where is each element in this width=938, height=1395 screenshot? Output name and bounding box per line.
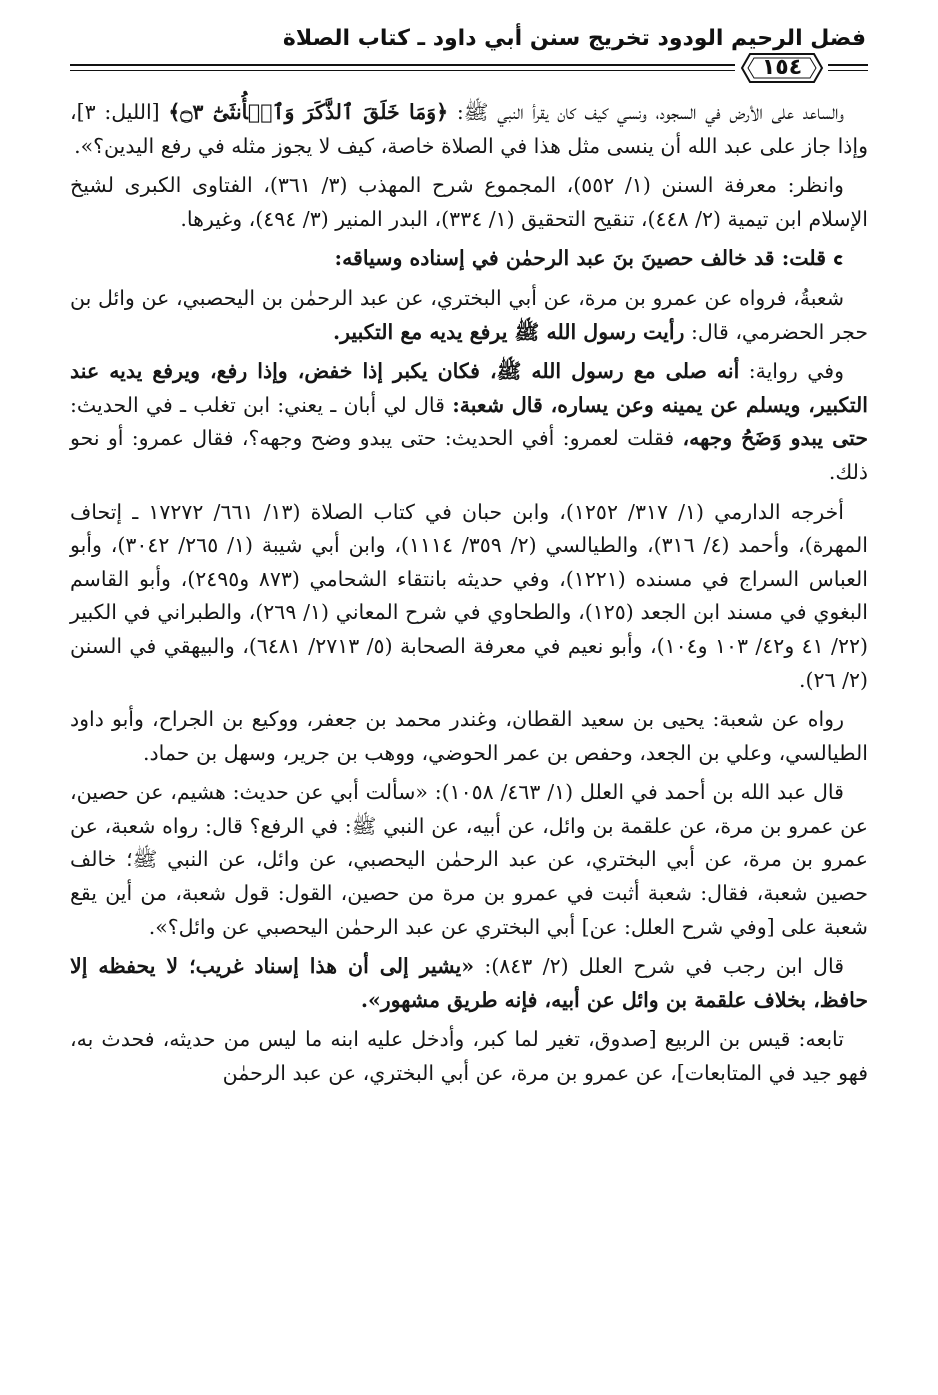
running-title: فضل الرحيم الودود تخريج سنن أبي داود ـ كتاب الصلاة <box>282 26 866 51</box>
header-rule <box>70 70 735 71</box>
paragraph <box>70 242 868 276</box>
bold-text-segment: حتى يبدو وَضَحُ وجهه، <box>682 426 869 451</box>
text-segment: وانظر: معرفة السنن (١/ ٥٥٢)، المجموع شرح المهذب (٣/ ٣٦١)، الفتاوى الكبرى لشيخ الإسلام ابن تيمية (٢/ ٤٤٨)، تنقيح التحقيق (١/ ٣٣٤)، البدر المنير (٣/ ٤٩٤)، وغيرها. <box>70 173 868 231</box>
bold-text-segment: أنه صلى مع رسول الله ﷺ، فكان يكبر إذا خفض، وإذا رفع، ويرفع يديه عند التكبير، ويسلم عن يمينه وعن يساره، قال شعبة: <box>70 359 868 417</box>
note-bullet-icon <box>834 255 844 265</box>
running-head <box>0 0 938 100</box>
text-segment: فقلت لعمرو: أفي الحديث: حتى يبدو وضح وجهه؟، فقال عمرو: أو نحو ذلك. <box>70 426 868 484</box>
header-rule <box>828 64 868 66</box>
bold-text-segment: قلت: قد خالف حصينَ بنَ عبد الرحمٰن في إسناده وسياقه: <box>334 246 826 271</box>
paragraph <box>70 950 868 1017</box>
paragraph <box>70 1023 868 1090</box>
paragraph <box>70 776 868 944</box>
paragraph <box>70 96 868 163</box>
bold-text-segment: ﴿وَمَا خَلَقَ ٱلذَّكَرَ وَٱلۡأُنثَىٰٓ ۝٣﴾ <box>168 100 449 124</box>
text-segment: تابعه: قيس بن الربيع [صدوق، تغير لما كبر، وأدخل عليه ابنه ما ليس من حديثه، فحدث به، فهو جيد في المتابعات]، عن عمرو بن مرة، عن أبي البختري، عن عبد الرحمٰن <box>70 1027 868 1086</box>
text-segment: [الليل: ٣]، وإذا جاز على عبد الله أن ينسى مثل هذا في الصلاة خاصة، كيف لا يجوز مثله في رفع اليدين؟». <box>70 100 868 158</box>
paragraph <box>70 169 868 236</box>
paragraph <box>70 355 868 489</box>
text-segment: أخرجه الدارمي (١/ ٣١٧/ ١٢٥٢)، وابن حبان في كتاب الصلاة (١٣/ ٦٦١/ ١٧٢٧٢ ـ إتحاف المهرة)، وأحمد (٤/ ٣١٦)، والطيالسي (٢/ ٣٥٩/ ١١١٤)، وابن أبي شيبة (١/ ٢٦٥/ ٣٠٤٢)، وأبو العباس السراج في مسنده (١٢٢١)، وفي حديثه بانتقاء الشحامي (٨٧٣ و٢٤٩٥)، وأبو القاسم البغوي في مسند ابن الجعد (١٢٥)، والطحاوي في شرح المعاني (١/ ٢٦٩)، والطبراني في الكبير (٢٢/ ٤١ و٤٢/ ١٠٣ و١٠٤)، وأبو نعيم في معرفة الصحابة (٥/ ٢٧١٣/ ٦٤٨١)، والبيهقي في السنن (٢/ ٢٦). <box>70 499 869 692</box>
text-segment: قال عبد الله بن أحمد في العلل (١/ ٤٦٣/ ١٠٥٨): «سألت أبي عن حديث: هشيم، عن حصين، عن عمرو بن مرة، عن علقمة بن وائل، عن أبيه، عن النبي ﷺ: في الرفع؟ قال: رواه شعبة، عن عمرو بن مرة، عن أبي البختري، عن عبد الرحمٰن اليحصبي، عن وائل، عن النبي ﷺ؛ خالف حصين شعبة، فقال: شعبة أثبت في عمرو بن مرة من حصين، القول: قول شعبة، من أين يقع شعبة على [وفي شرح العلل: عن] أبي البختري عن عبد الرحمٰن اليحصبي عن وائل؟». <box>70 780 868 939</box>
paragraph <box>70 703 868 770</box>
page-number-badge <box>740 50 824 86</box>
text-segment: قال ابن رجب في شرح العلل (٢/ ٨٤٣): <box>474 954 844 979</box>
text-segment: والساعد على الأرض في السجود، ونسي كيف كان يقرأ النبي ﷺ: <box>448 100 844 124</box>
header-rule <box>70 64 735 66</box>
body-text <box>70 96 868 1091</box>
text-segment: وفي رواية: <box>739 359 844 384</box>
bold-text-segment: رأيت رسول الله ﷺ يرفع يديه مع التكبير. <box>332 319 685 344</box>
text-segment: قال لي أبان ـ يعني: ابن تغلب ـ في الحديث: <box>70 392 453 417</box>
bold-text-segment: «يشير إلى أن هذا إسناد غريب؛ لا يحفظه إلا حافظ، بخلاف علقمة بن وائل عن أبيه، فإنه طريق مشهور». <box>70 954 868 1012</box>
header-rule <box>828 70 868 71</box>
paragraph <box>70 496 868 698</box>
text-segment: رواه عن شعبة: يحيى بن سعيد القطان، وغندر محمد بن جعفر، ووكيع بن الجراح، وأبو داود الطيالسي، وعلي بن الجعد، وحفص بن عمر الحوضي، ووهب بن جرير، وسهل بن حماد. <box>70 707 868 765</box>
paragraph <box>70 282 868 349</box>
page-number: ١٥٤ <box>761 55 803 80</box>
text-segment: شعبةُ، فرواه عن عمرو بن مرة، عن أبي البختري، عن عبد الرحمٰن بن اليحصبي، عن وائل بن حجر الحضرمي، قال: <box>70 285 868 344</box>
